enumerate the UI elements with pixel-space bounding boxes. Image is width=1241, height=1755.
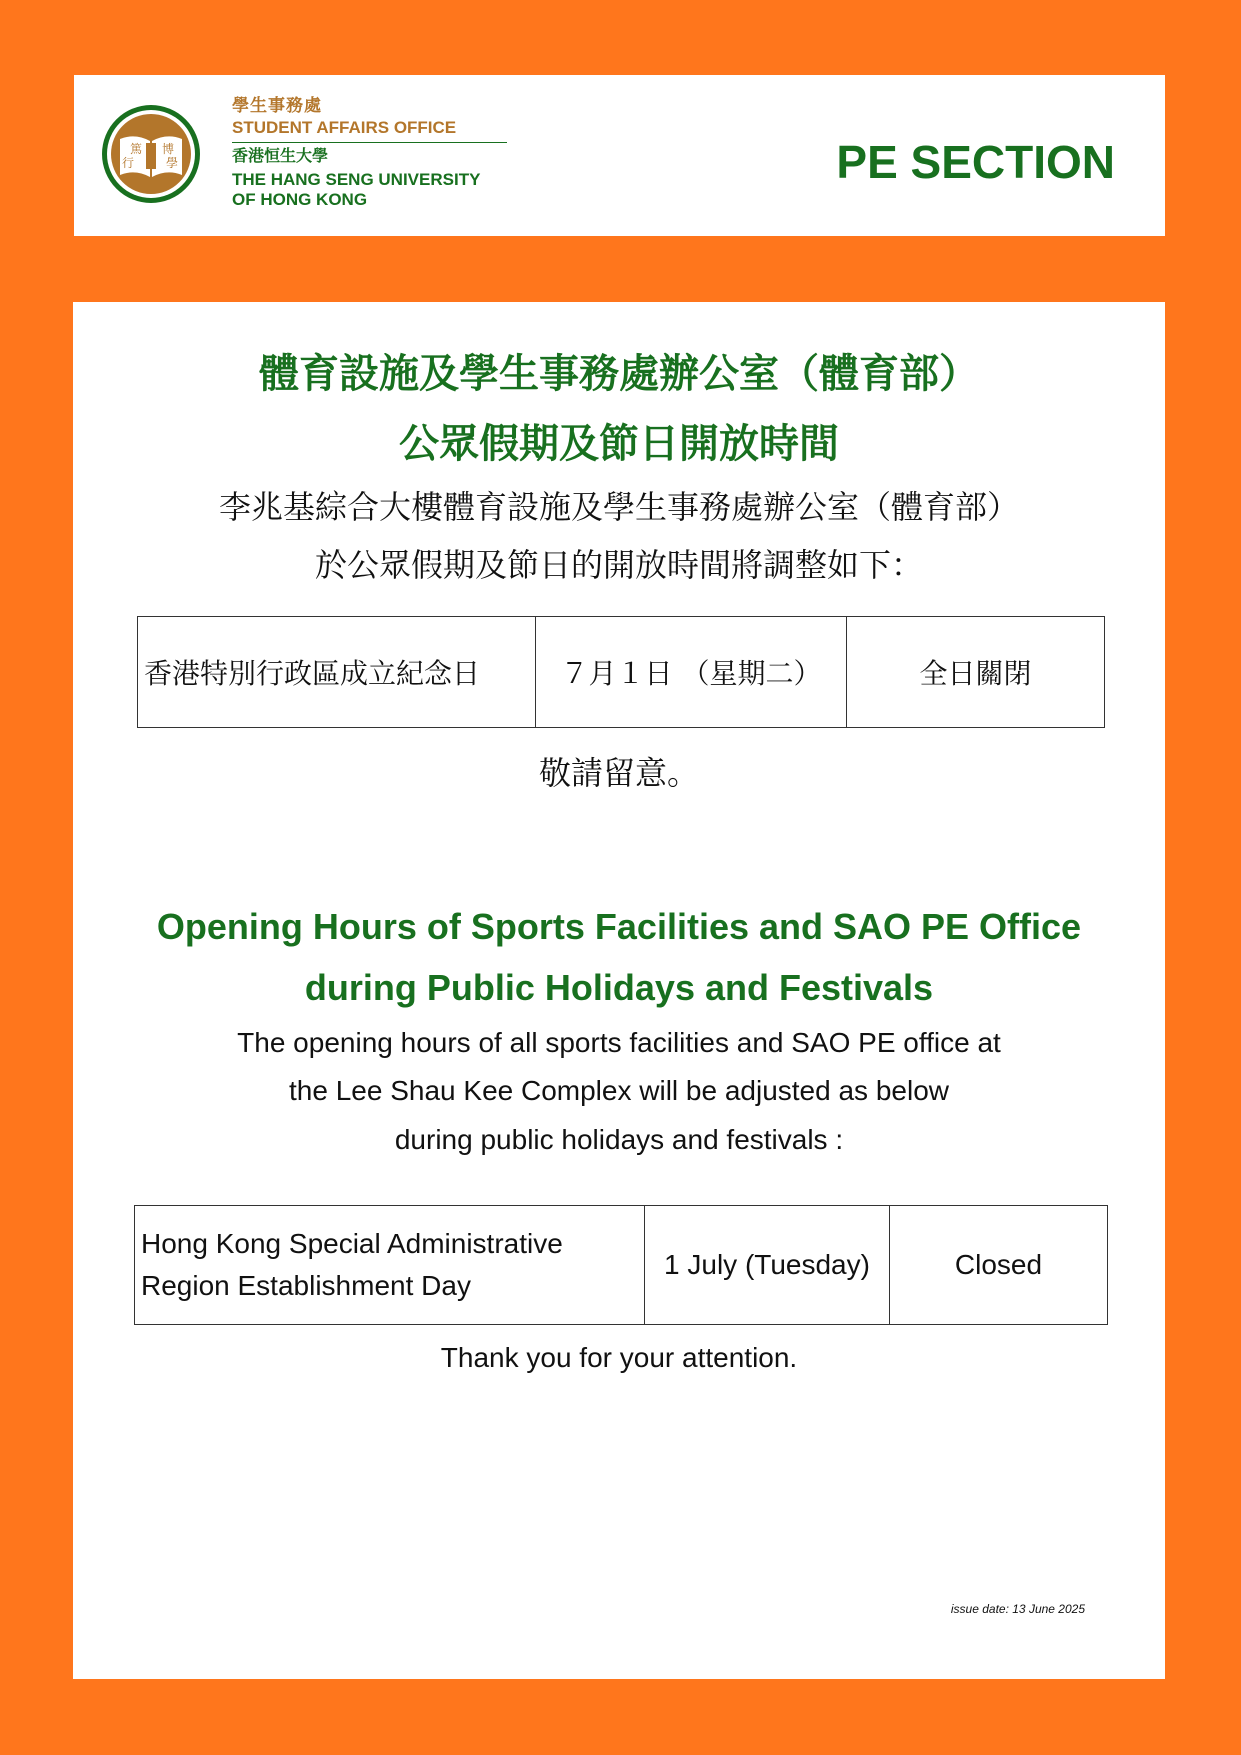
org-name-zh: 學生事務處 [232,96,322,115]
zh-closing: 敬請留意。 [538,754,699,792]
section-title: PE SECTION [836,136,1115,188]
university-name-en-line2: OF HONG KONG [232,190,368,209]
zh-title-line1: 體育設施及學生事務處辦公室（體育部） [259,351,979,397]
svg-text:博: 博 [162,142,175,156]
table-row [135,1206,1108,1325]
zh-intro-line2: 於公眾假期及節日的開放時間將調整如下： [314,546,923,584]
holiday-name-line1: Hong Kong Special Administrative [141,1228,563,1259]
notice-card [73,302,1165,1679]
en-intro-line3: during public holidays and festivals : [394,1124,844,1155]
logo-wordmark [232,97,522,208]
divider [232,142,507,143]
holiday-name-cell [135,1206,645,1325]
holiday-name-line2: Region Establishment Day [141,1270,471,1301]
en-title-line2: during Public Holidays and Festivals [304,967,934,1008]
svg-text:行: 行 [122,156,135,170]
zh-intro-line1: 李兆基綜合大樓體育設施及學生事務處辦公室（體育部） [218,488,1019,526]
zh-hours-table [137,616,1105,728]
en-closing: Thank you for your attention. [440,1342,798,1373]
en-intro-line2: the Lee Shau Kee Complex will be adjusted as below [289,1075,949,1106]
status-cell: 全日關閉 [847,617,1105,728]
date-cell: 1 July (Tuesday) [645,1206,890,1325]
svg-text:篤: 篤 [130,142,143,156]
university-name-en-line1: THE HANG SENG UNIVERSITY [232,170,481,189]
org-name-en: STUDENT AFFAIRS OFFICE [232,118,457,137]
university-name-zh: 香港恒生大學 [232,148,329,165]
header-banner [74,75,1165,236]
en-title-line1: Opening Hours of Sports Facilities and SAO PE Office [156,906,1082,947]
en-intro-line1: The opening hours of all sports facilities and SAO PE office at [237,1027,1001,1058]
holiday-name-cell: 香港特別行政區成立紀念日 [138,617,536,728]
svg-text:學: 學 [166,156,179,170]
status-cell: Closed [890,1206,1108,1325]
issue-date: issue date: 13 June 2025 [950,1602,1085,1616]
zh-title-line2: 公眾假期及節日開放時間 [399,421,839,467]
table-row [138,617,1105,728]
en-hours-table [134,1205,1108,1325]
hsuhk-crest-icon [100,103,202,205]
date-cell: ７月１日 （星期二） [536,617,847,728]
